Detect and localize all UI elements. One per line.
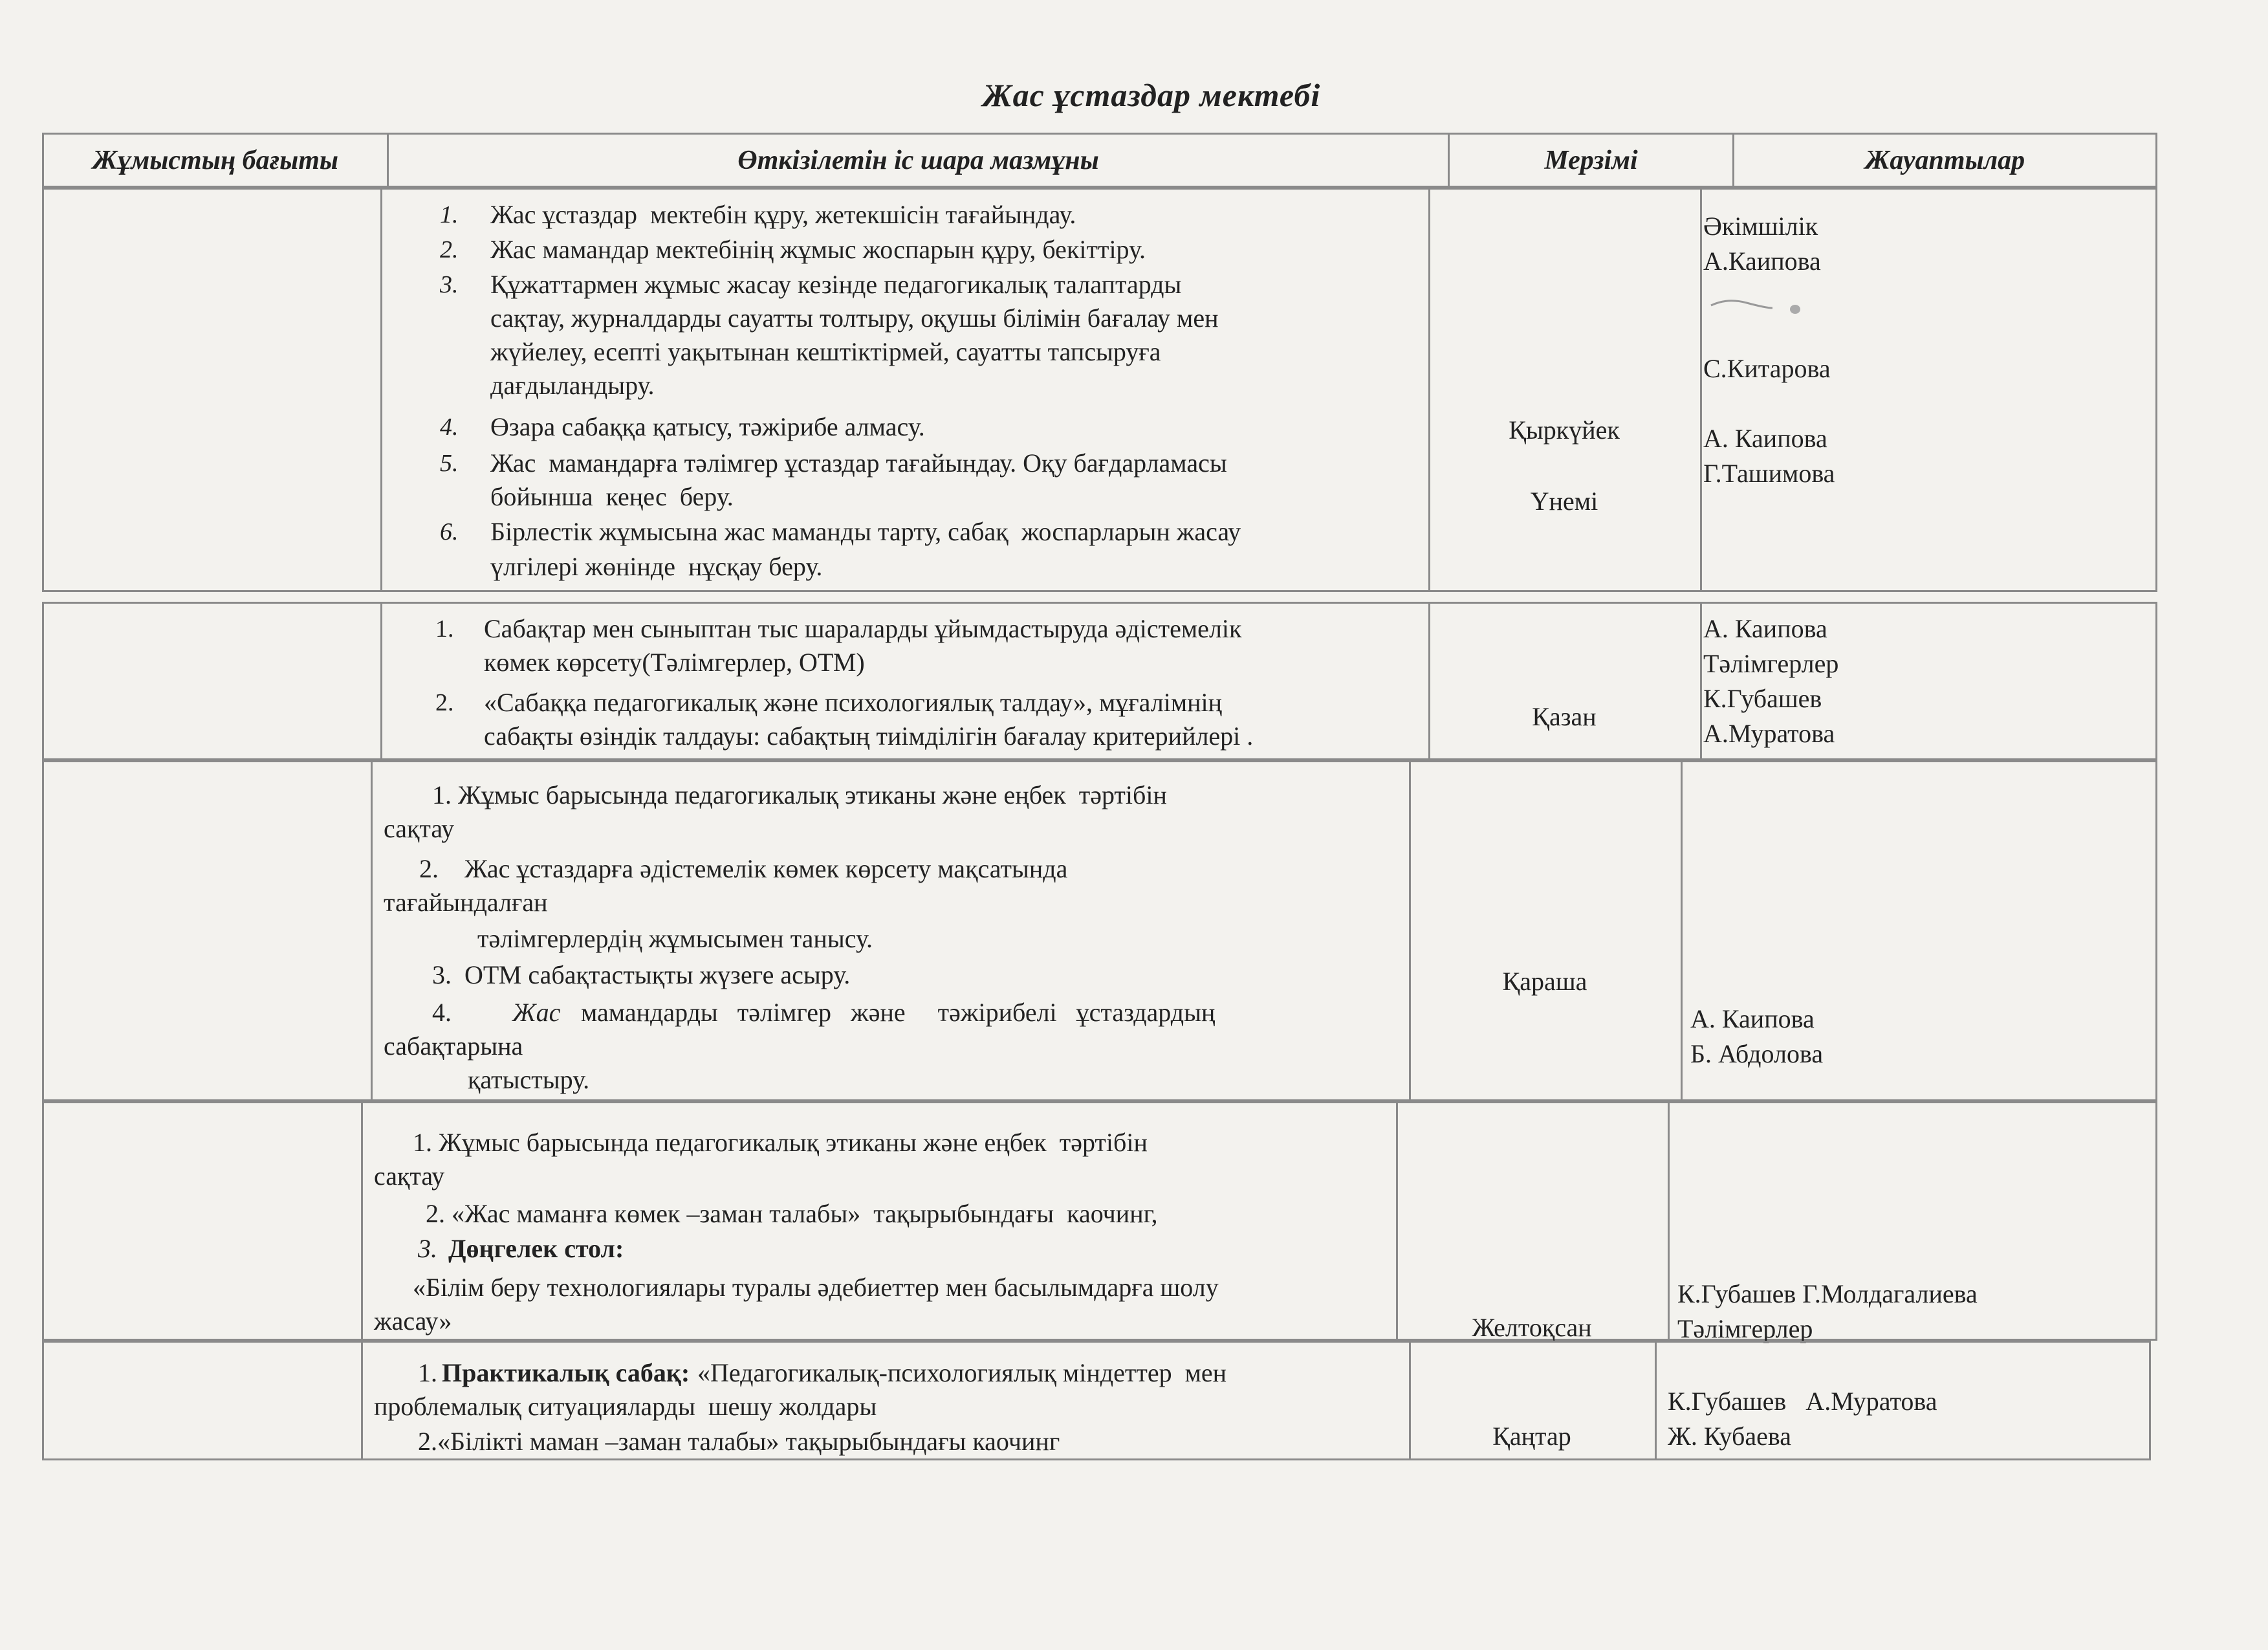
column-divider	[1428, 190, 1430, 590]
item-number: 1.	[418, 1358, 437, 1387]
item-number: 5.	[440, 450, 459, 477]
page-title: Жас ұстаздар мектебі	[982, 77, 1321, 113]
date-cell: Қазан	[1532, 702, 1597, 731]
table-row	[42, 602, 2157, 760]
column-divider	[1668, 1103, 1670, 1339]
item-number: 4.	[432, 998, 452, 1027]
item-line: Құжаттармен жұмыс жасау кезінде педагогикалық талаптарды	[490, 270, 1182, 299]
column-divider	[1700, 604, 1702, 758]
table-row	[42, 1341, 2151, 1460]
item-line: үлгілері жөнінде нұсқау беру.	[490, 552, 823, 581]
plan-table	[42, 133, 2157, 1485]
item-line: 1. Жұмыс барысында педагогикалық этиканы және еңбек тәртібін	[432, 780, 1167, 809]
item-line: тәлімгерлердің жұмысымен танысу.	[477, 924, 873, 953]
item-number: 6.	[440, 518, 459, 545]
column-divider	[1681, 762, 1683, 1099]
item-line: қатыстыру.	[468, 1065, 590, 1094]
item-line: «Сабаққа педагогикалық және психологиялық талдау», мұғалімнің	[484, 688, 1223, 717]
responsible-line: Әкімшілік	[1703, 212, 1818, 241]
item-line: «Білім беру технологиялары туралы әдебиеттер мен басылымдарға шолу	[413, 1273, 1219, 1302]
responsible-line: А.Муратова	[1703, 719, 1835, 748]
column-divider	[361, 1343, 363, 1458]
item-number: 1.	[435, 615, 454, 643]
item-line: сақтау	[384, 814, 455, 843]
item-line: Сабақтар мен сыныптан тыс шараларды ұйымдастыруда әдістемелік	[484, 614, 1242, 643]
item-number: 2.	[440, 236, 459, 263]
item-number: 4.	[440, 413, 459, 441]
item-line: 2. Жас ұстаздарға әдістемелік көмек көрсету мақсатында	[419, 854, 1068, 883]
responsible-line: Тәлімгерлер	[1703, 649, 1839, 678]
column-divider	[361, 1103, 363, 1339]
table-row	[42, 1101, 2157, 1341]
item-line: «Педагогикалық-психологиялық міндеттер мен	[697, 1358, 1227, 1387]
column-divider	[1396, 1103, 1398, 1339]
item-number: 3.	[418, 1234, 437, 1263]
item-line: 3. ОТМ сабақтастықты жүзеге асыру.	[432, 960, 851, 989]
responsible-line: А. Каипова	[1703, 614, 1827, 643]
column-divider	[371, 762, 373, 1099]
item-line: дағдыландыру.	[490, 371, 655, 400]
header-content: Өткізілетін іс шара мазмұны	[389, 135, 1450, 186]
item-line: сабақтарына	[384, 1031, 523, 1061]
item-line: сақтау	[374, 1161, 445, 1191]
item-line: Өзара сабаққа қатысу, тәжірибе алмасу.	[490, 412, 925, 441]
item-line: Практикалық сабақ:	[442, 1358, 690, 1387]
item-line: Жас мамандар мектебінің жұмыс жоспарын құру, бекіттіру.	[490, 235, 1146, 264]
item-line: жүйелеу, есепті уақытынан кештіктірмей, сауатты тапсыруға	[490, 337, 1161, 366]
item-number: 2.	[435, 689, 454, 716]
table-header	[42, 133, 2157, 188]
date-cell: Үнемі	[1530, 487, 1598, 516]
item-line: Жас мамандарға тәлімгер ұстаздар тағайындау. Оқу бағдарламасы	[490, 448, 1227, 478]
date-cell: Қыркүйек	[1509, 415, 1620, 445]
responsible-line: К.Губашев	[1703, 684, 1822, 713]
table-row	[42, 760, 2157, 1101]
column-divider	[380, 604, 382, 758]
responsible-line: А.Каипова	[1703, 247, 1821, 276]
responsible-line: А. Каипова	[1690, 1004, 1815, 1033]
header-responsible: Жауаптылар	[1864, 145, 2025, 175]
item-line: сабақты өзіндік талдауы: сабақтың тиімділігін бағалау критерийлері .	[484, 721, 1254, 751]
column-divider	[1409, 762, 1411, 1099]
item-line: Жас	[512, 998, 561, 1027]
item-line: Дөңгелек стол:	[448, 1234, 624, 1263]
header-date: Мерзімі	[1450, 135, 1734, 186]
responsible-line: К.Губашев А.Муратова	[1668, 1387, 1937, 1416]
item-line: бойынша кеңес беру.	[490, 482, 734, 511]
date-cell: Қаңтар	[1492, 1422, 1571, 1451]
header-direction: Жұмыстың бағыты	[44, 135, 389, 186]
table-row	[42, 188, 2157, 592]
item-number: 1.	[440, 201, 459, 228]
column-divider	[1700, 190, 1702, 590]
column-divider	[380, 190, 382, 590]
item-line: жасау»	[374, 1306, 452, 1336]
date-cell: Желтоқсан	[1472, 1313, 1592, 1342]
responsible-line: Б. Абдолова	[1690, 1039, 1824, 1068]
scribble-mark	[1708, 291, 1805, 317]
item-line: сақтау, журналдарды сауатты толтыру, оқушы білімін бағалау мен	[490, 303, 1219, 333]
item-number: 3.	[440, 271, 459, 298]
item-line: Жас ұстаздар мектебін құру, жетекшісін тағайындау.	[490, 200, 1076, 229]
column-divider	[1655, 1343, 1657, 1458]
responsible-line: Г.Ташимова	[1703, 459, 1835, 488]
item-line: проблемалық ситуацияларды шешу жолдары	[374, 1392, 877, 1421]
item-line: 2. «Жас маманға көмек –заман талабы» тақырыбындағы каочинг,	[426, 1199, 1158, 1228]
responsible-line: Тәлімгерлер	[1677, 1314, 1813, 1343]
date-cell: Қараша	[1502, 967, 1587, 996]
column-divider	[1428, 604, 1430, 758]
item-line: 2.«Білікті маман –заман талабы» тақырыбындағы каочинг	[418, 1427, 1060, 1456]
item-line: тағайындалған	[384, 888, 548, 917]
responsible-line: А. Каипова	[1703, 424, 1827, 453]
item-line: Бірлестік жұмысына жас маманды тарту, сабақ жоспарларын жасау	[490, 517, 1241, 546]
item-line: 1. Жұмыс барысында педагогикалық этиканы және еңбек тәртібін	[413, 1128, 1148, 1157]
responsible-line: Ж. Кубаева	[1668, 1422, 1791, 1451]
responsible-line: К.Губашев Г.Молдагалиева	[1677, 1279, 1978, 1308]
responsible-line: С.Китарова	[1703, 354, 1831, 383]
item-line: мамандарды тәлімгер және тәжірибелі ұстаздардың	[581, 998, 1216, 1027]
item-line: көмек көрсету(Тәлімгерлер, ОТМ)	[484, 648, 865, 677]
